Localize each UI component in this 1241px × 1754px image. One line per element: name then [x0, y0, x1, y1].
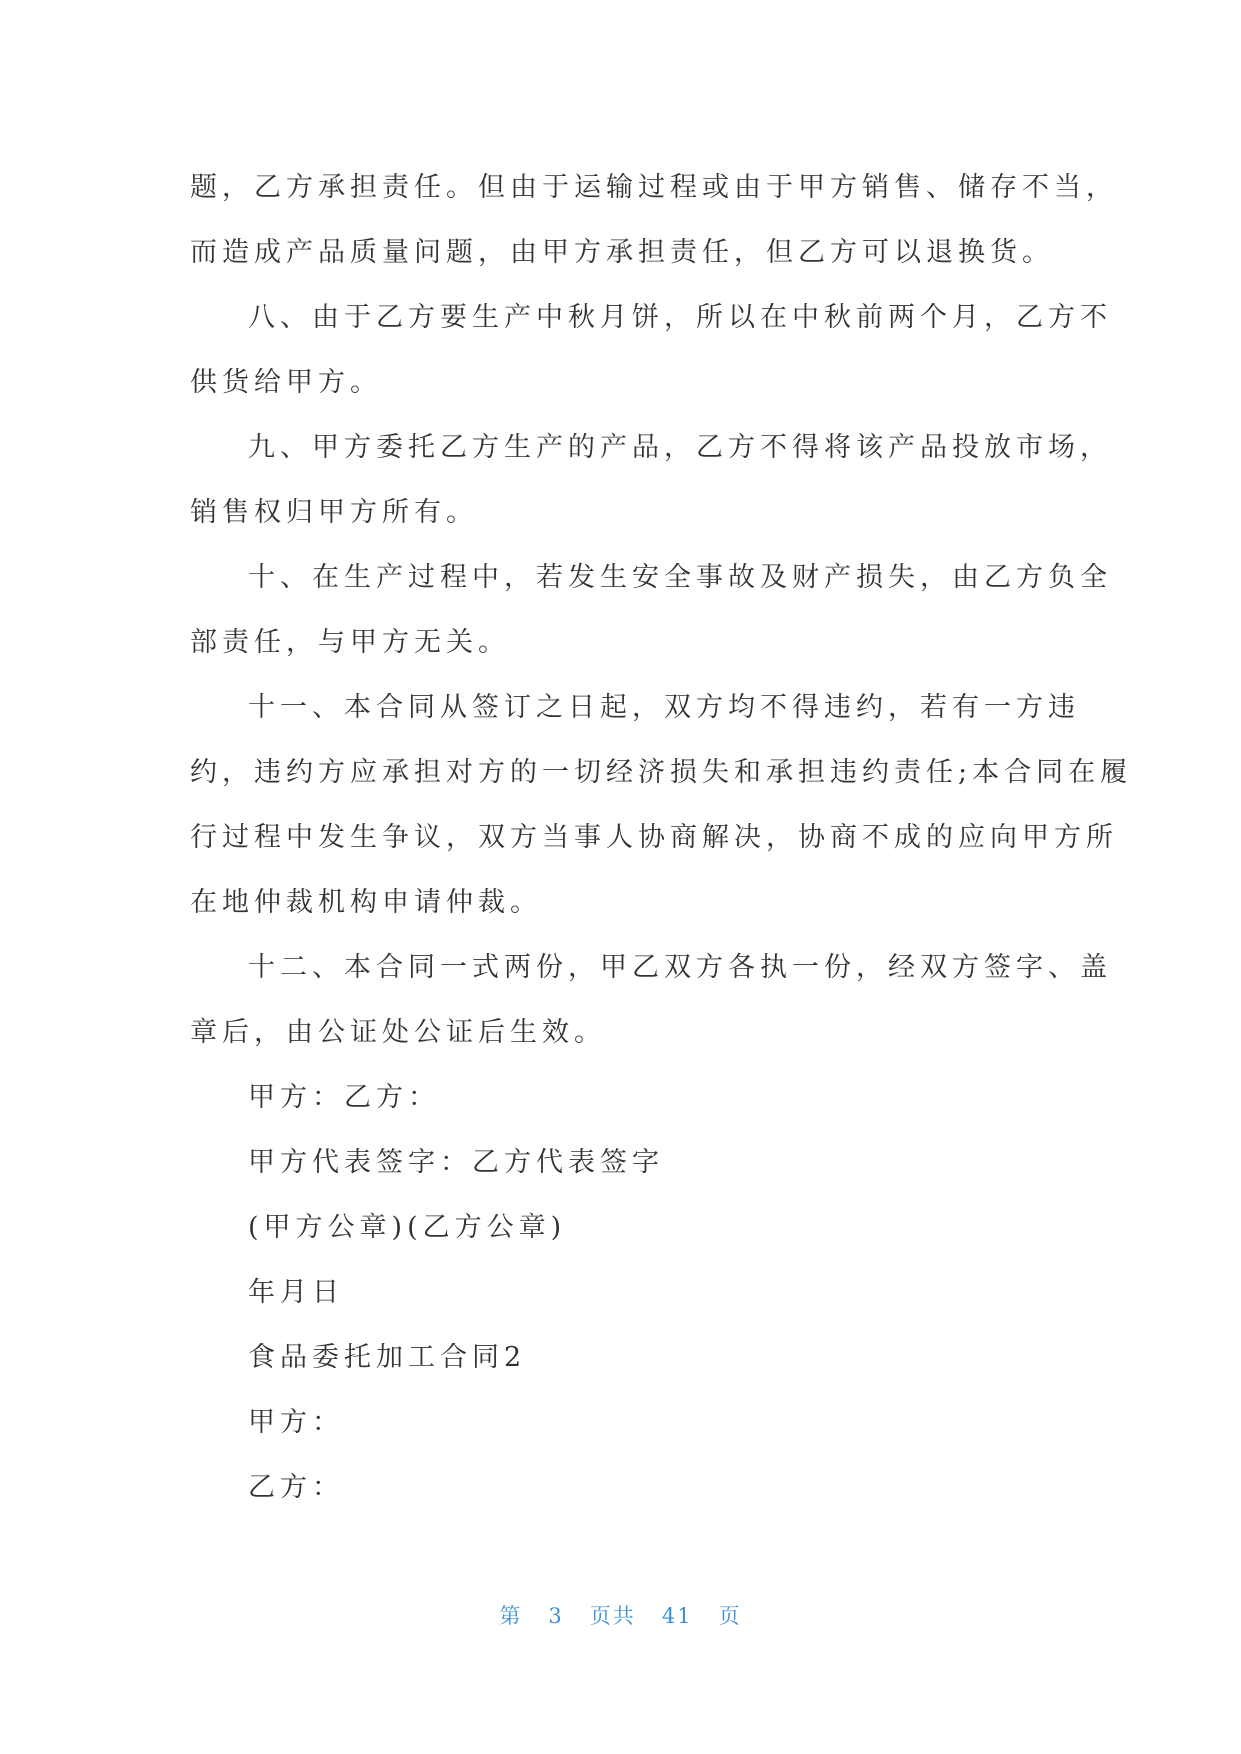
footer-middle: 页共: [589, 1604, 636, 1628]
clause-10-line: 十、在生产过程中，若发生安全事故及财产损失，由乙方负全: [248, 562, 1112, 593]
party-b-line: 乙方：: [248, 1472, 344, 1503]
document-body: [190, 155, 1133, 1520]
clause-8-line: 八、由于乙方要生产中秋月饼，所以在中秋前两个月，乙方不: [248, 302, 1112, 333]
clause-11-line: 十一、本合同从签订之日起，双方均不得违约，若有一方违: [248, 692, 1080, 723]
text-line: 部责任，与甲方无关。: [190, 627, 510, 658]
text-line: 章后，由公证处公证后生效。: [190, 1017, 606, 1048]
party-a-line: 甲方：: [248, 1407, 344, 1438]
text-line: 行过程中发生争议，双方当事人协商解决，协商不成的应向甲方所: [190, 822, 1118, 853]
text-line: 在地仲裁机构申请仲裁。: [190, 887, 542, 918]
footer-prefix: 第: [499, 1604, 523, 1628]
page-footer: [0, 1600, 1241, 1630]
text-line: 题，乙方承担责任。但由于运输过程或由于甲方销售、储存不当，: [190, 172, 1118, 203]
footer-suffix: 页: [718, 1604, 742, 1628]
text-line: 销售权归甲方所有。: [190, 497, 478, 528]
text-line: 约，违约方应承担对方的一切经济损失和承担违约责任;本合同在履: [190, 757, 1133, 788]
current-page-number: 3: [548, 1604, 564, 1628]
signature-line: 甲方代表签字：乙方代表签字: [248, 1147, 664, 1178]
date-line: 年月日: [248, 1277, 344, 1308]
section-heading: 食品委托加工合同2: [248, 1342, 527, 1373]
seal-line: (甲方公章)(乙方公章): [248, 1212, 567, 1243]
parties-line: 甲方：乙方：: [248, 1082, 440, 1113]
text-line: 而造成产品质量问题，由甲方承担责任，但乙方可以退换货。: [190, 237, 1054, 268]
clause-12-line: 十二、本合同一式两份，甲乙双方各执一份，经双方签字、盖: [248, 952, 1112, 983]
text-line: 供货给甲方。: [190, 367, 382, 398]
total-pages-number: 41: [661, 1604, 693, 1628]
clause-9-line: 九、甲方委托乙方生产的产品，乙方不得将该产品投放市场，: [248, 432, 1112, 463]
